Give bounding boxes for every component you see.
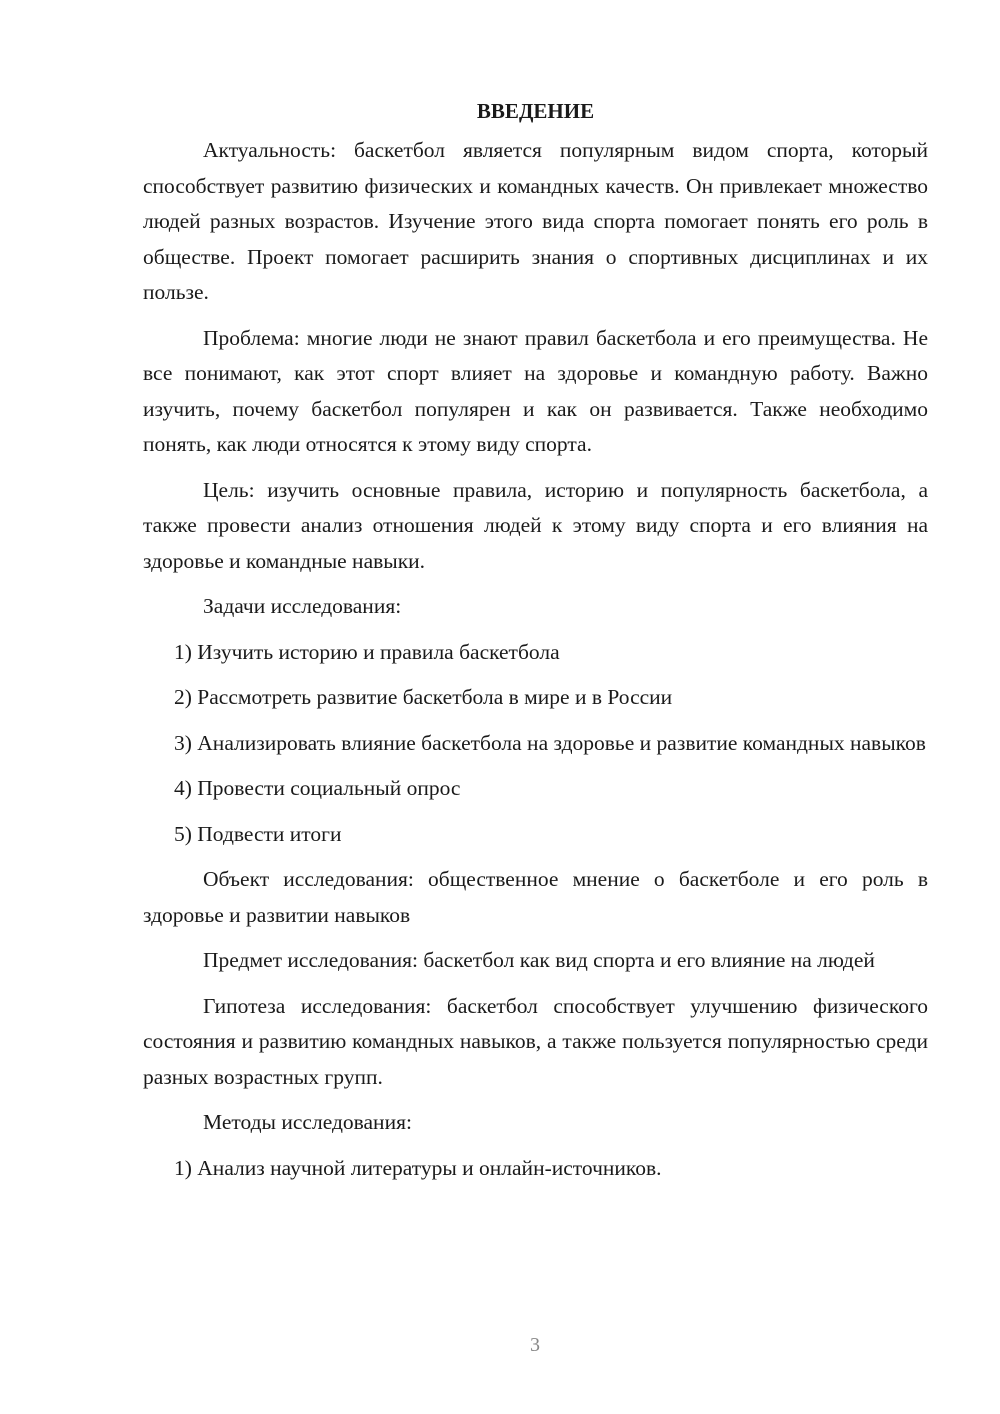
method-item-1: 1) Анализ научной литературы и онлайн-источников. (174, 1155, 662, 1180)
page-content (143, 94, 928, 1186)
task-item-3: 3) Анализировать влияние баскетбола на здоровье и развитие командных навыков (174, 730, 926, 755)
task-item-5: 5) Подвести итоги (174, 821, 342, 846)
relevance-paragraph: Актуальность: баскетбол является популярным видом спорта, который способствует развитию физических и командных качеств. Он привлекает множество людей разных возрастов. Изучение этого вида спорта помогает понять его роль в обществе. Проект помогает расширить знания о спортивных дисциплинах и их пользе. (143, 138, 928, 304)
task-item-4: 4) Провести социальный опрос (174, 776, 461, 800)
hypothesis-paragraph: Гипотеза исследования: баскетбол способствует улучшению физического состояния и развитию командных навыков, а также пользуется популярностью среди разных возрастных групп. (143, 993, 928, 1089)
problem-paragraph: Проблема: многие люди не знают правил баскетбола и его преимущества. Не все понимают, как этот спорт влияет на здоровье и командную работу. Важно изучить, почему баскетбол популярен и как он развивается. Также необходимо понять, как люди относятся к этому виду спорта. (143, 325, 928, 456)
object-paragraph: Объект исследования: общественное мнение о баскетболе и его роль в здоровье и развитии навыков (143, 867, 928, 927)
task-item-1: 1) Изучить историю и правила баскетбола (174, 639, 560, 664)
page-title: ВВЕДЕНИЕ (476, 99, 595, 123)
task-item-2: 2) Рассмотреть развитие баскетбола в мире и в России (174, 685, 673, 709)
methods-heading: Методы исследования: (203, 1110, 412, 1134)
goal-paragraph: Цель: изучить основные правила, историю и популярность баскетбола, а также провести анализ отношения людей к этому виду спорта и его влияния на здоровье и командные навыки. (143, 477, 928, 573)
page-number: 3 (530, 1334, 540, 1356)
subject-paragraph: Предмет исследования: баскетбол как вид спорта и его влияние на людей (203, 948, 875, 972)
tasks-heading: Задачи исследования: (203, 594, 402, 618)
